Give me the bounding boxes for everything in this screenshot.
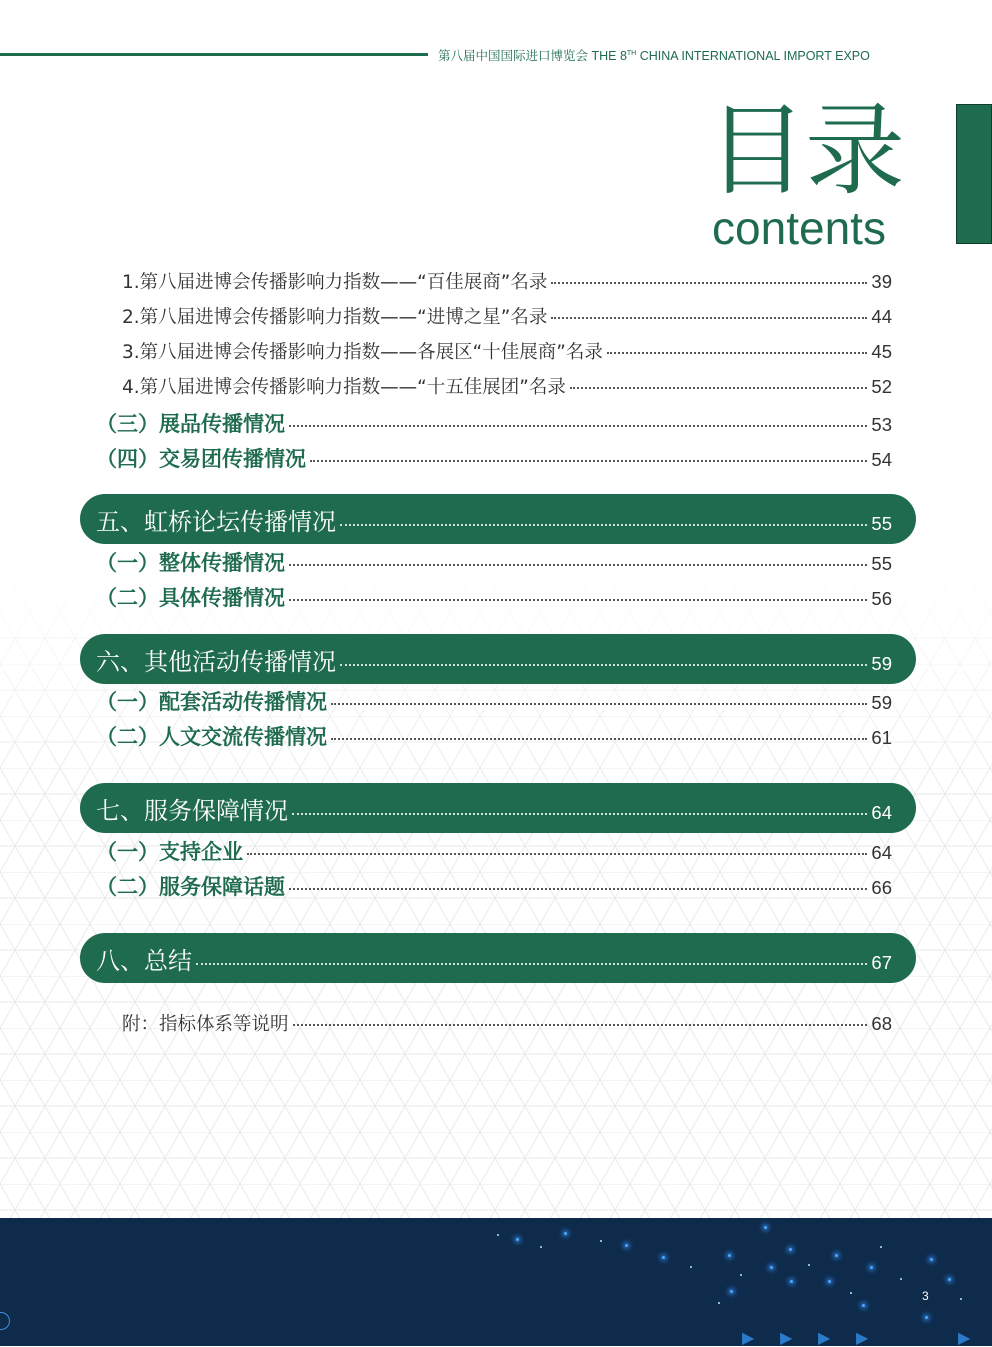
sparkle-dot: [960, 1298, 962, 1300]
leader-dots: [292, 813, 867, 815]
leader-dots: [607, 352, 868, 354]
sparkle-dot: [948, 1278, 951, 1281]
sparkle-dot: [880, 1246, 882, 1248]
leader-dots: [289, 564, 867, 566]
sparkle-dot: [730, 1290, 733, 1293]
toc-section-entry[interactable]: （三）展品传播情况 53: [96, 412, 892, 436]
sparkle-dot: [789, 1248, 792, 1251]
sparkle-dot: [564, 1232, 567, 1235]
toc-entry[interactable]: 4.第八届进博会传播影响力指数——“十五佳展团”名录 52: [122, 376, 892, 398]
sparkle-dot: [870, 1266, 873, 1269]
header-title: 第八届中国国际进口博览会 THE 8TH CHINA INTERNATIONAL IMPORT EXPO: [438, 49, 870, 63]
sparkle-dot: [690, 1266, 692, 1268]
sparkle-dot: [828, 1280, 831, 1283]
sparkle-dot: [540, 1246, 542, 1248]
leader-dots: [340, 664, 867, 666]
toc-page-number: 68: [871, 1013, 892, 1034]
arrow-right-icon: ▶: [856, 1328, 869, 1347]
toc-section-entry[interactable]: （二）服务保障话题 66: [96, 875, 892, 899]
toc-section-entry[interactable]: （四）交易团传播情况 54: [96, 447, 892, 471]
toc-page-number: 55: [871, 513, 892, 534]
sparkle-dot: [925, 1316, 928, 1319]
sparkle-dot: [600, 1240, 602, 1242]
sparkle-dot: [850, 1292, 852, 1294]
leader-dots: [247, 853, 867, 855]
sparkle-dot: [740, 1274, 742, 1276]
leader-dots: [570, 387, 868, 389]
leader-dots: [331, 738, 867, 740]
sparkle-dot: [790, 1280, 793, 1283]
sparkle-dot: [900, 1278, 902, 1280]
toc-page-number: 67: [871, 952, 892, 973]
footer-band: [0, 1218, 992, 1346]
toc-page-number: 64: [871, 802, 892, 823]
toc-section-entry[interactable]: （一）整体传播情况 55: [96, 551, 892, 575]
arrow-right-icon: ▶: [818, 1328, 831, 1347]
toc-page-number: 44: [871, 306, 892, 327]
page-title-en: contents: [712, 202, 886, 254]
chapter-entry: 八、总结 67: [96, 947, 892, 975]
sparkle-dot: [625, 1244, 628, 1247]
sparkle-dot: [862, 1304, 865, 1307]
toc-section-entry[interactable]: （一）配套活动传播情况 59: [96, 690, 892, 714]
header-rule: [0, 53, 428, 56]
page-title-cn: 目录: [707, 92, 903, 209]
sparkle-dot: [770, 1266, 773, 1269]
chapter-entry: 六、其他活动传播情况 59: [96, 648, 892, 676]
leader-dots: [289, 425, 867, 427]
sparkle-dot: [718, 1302, 720, 1304]
toc-entry[interactable]: 3.第八届进博会传播影响力指数——各展区“十佳展商”名录 45: [122, 341, 892, 363]
toc-section-entry[interactable]: （二）人文交流传播情况 61: [96, 725, 892, 749]
chapter-entry: 五、虹桥论坛传播情况 55: [96, 508, 892, 536]
toc-section-entry[interactable]: （一）支持企业 64: [96, 840, 892, 864]
toc-page-number: 56: [871, 588, 892, 609]
arrow-right-icon: ▶: [958, 1328, 971, 1347]
sparkle-dot: [835, 1254, 838, 1257]
toc-page-number: 61: [871, 727, 892, 748]
chapter-band[interactable]: [80, 933, 916, 983]
arrow-right-icon: ▶: [780, 1328, 793, 1347]
toc-appendix-entry[interactable]: 附：指标体系等说明 68: [122, 1013, 892, 1035]
arrow-right-icon: ▶: [742, 1328, 755, 1347]
sparkle-dot: [930, 1258, 933, 1261]
toc-page-number: 59: [871, 692, 892, 713]
leader-dots: [289, 599, 867, 601]
chapter-band[interactable]: [80, 634, 916, 684]
leader-dots: [340, 524, 867, 526]
toc-page-number: 45: [871, 341, 892, 362]
toc-page-number: 55: [871, 553, 892, 574]
toc-entry[interactable]: 2.第八届进博会传播影响力指数——“进博之星”名录 44: [122, 306, 892, 328]
side-tab-marker: [956, 104, 992, 244]
page-number: 3: [922, 1289, 929, 1303]
toc-page-number: 64: [871, 842, 892, 863]
sparkle-dot: [764, 1226, 767, 1229]
sparkle-dot: [662, 1256, 665, 1259]
leader-dots: [331, 703, 867, 705]
chapter-entry: 七、服务保障情况 64: [96, 797, 892, 825]
toc-page-number: 59: [871, 653, 892, 674]
leader-dots: [293, 1024, 868, 1026]
chapter-band[interactable]: [80, 783, 916, 833]
toc-entry[interactable]: 1.第八届进博会传播影响力指数——“百佳展商”名录 39: [122, 271, 892, 293]
toc-page-number: 52: [871, 376, 892, 397]
leader-dots: [551, 317, 867, 319]
leader-dots: [310, 460, 867, 462]
sparkle-dot: [728, 1254, 731, 1257]
toc-page-number: 66: [871, 877, 892, 898]
sparkle-dot: [808, 1264, 810, 1266]
toc-page-number: 39: [871, 271, 892, 292]
sparkle-dot: [516, 1238, 519, 1241]
leader-dots: [196, 963, 867, 965]
toc-section-entry[interactable]: （二）具体传播情况 56: [96, 586, 892, 610]
toc-page-number: 54: [871, 449, 892, 470]
toc-page-number: 53: [871, 414, 892, 435]
sparkle-dot: [497, 1234, 499, 1236]
leader-dots: [551, 282, 867, 284]
leader-dots: [289, 888, 867, 890]
chapter-band[interactable]: [80, 494, 916, 544]
